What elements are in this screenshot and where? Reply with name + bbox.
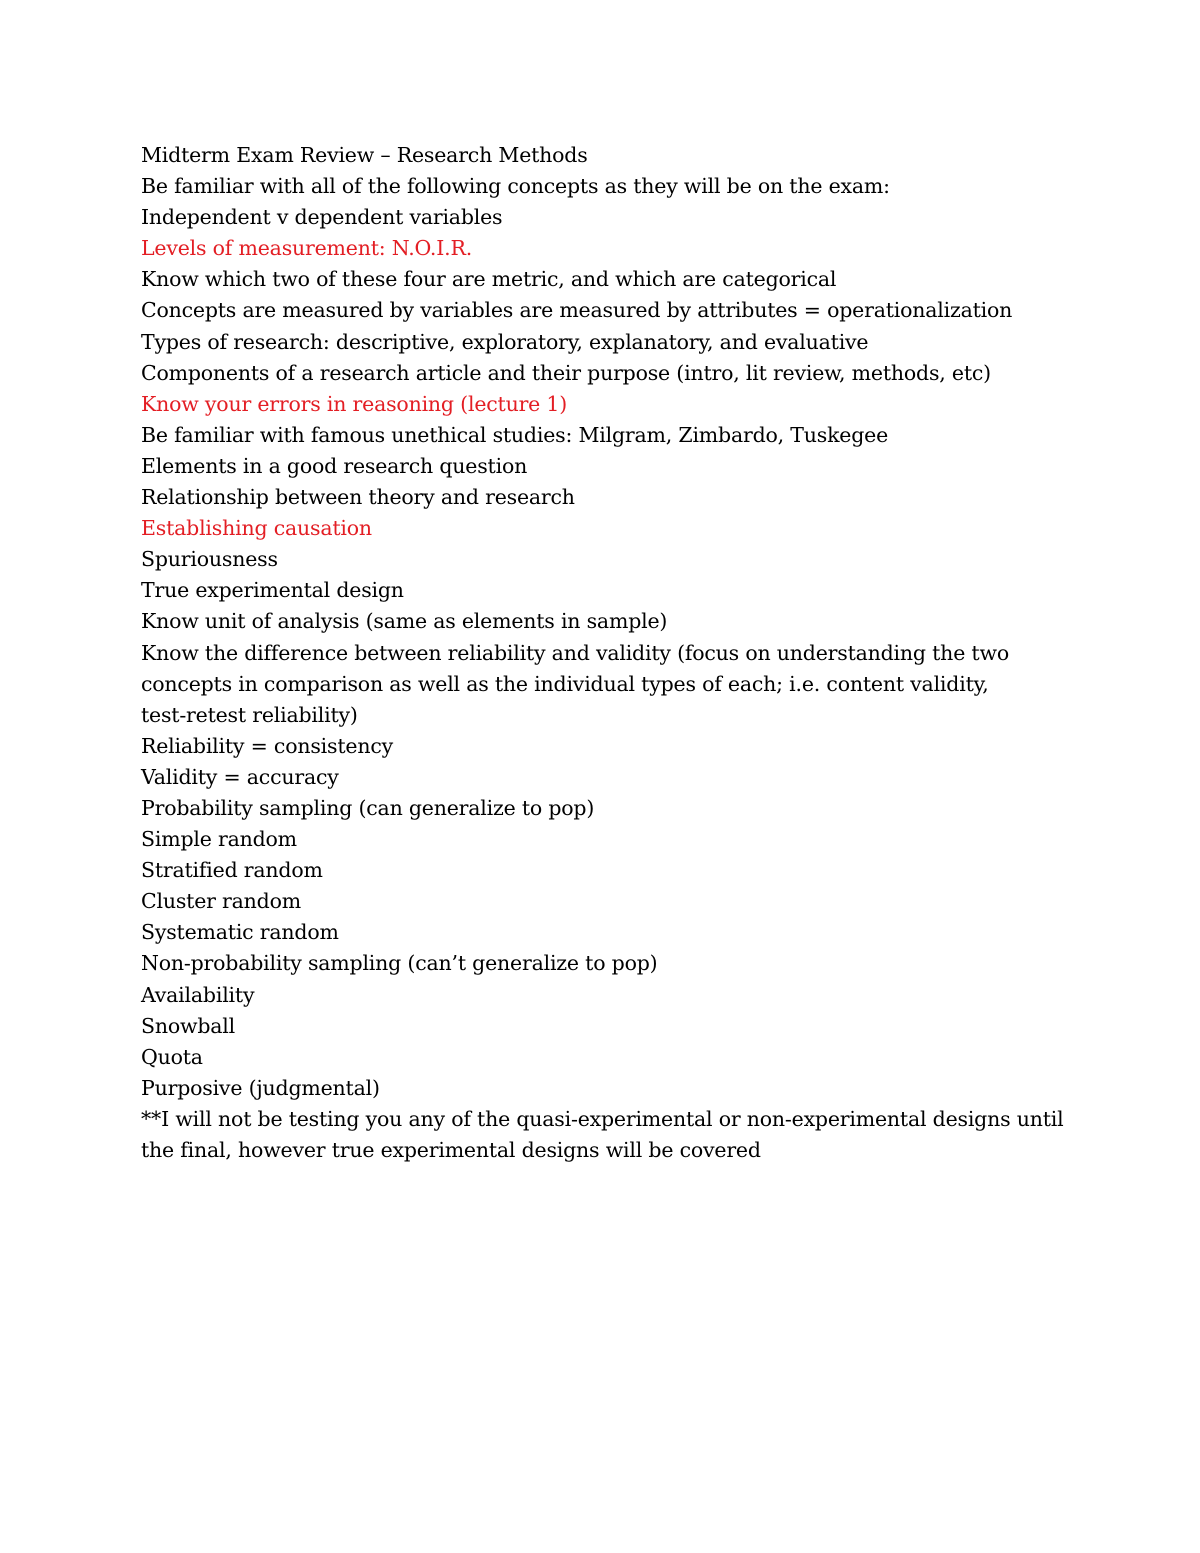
text-line: Know unit of analysis (same as elements in sample) bbox=[141, 609, 668, 634]
text-line: Independent v dependent variables bbox=[141, 205, 503, 230]
text-line: Know the difference between reliability and validity (focus on understanding the two bbox=[141, 640, 1009, 665]
text-line: Systematic random bbox=[141, 920, 339, 945]
document-title: Midterm Exam Review – Research Methods bbox=[141, 143, 588, 167]
text-line: Spuriousness bbox=[141, 547, 278, 572]
text-line: test-retest reliability) bbox=[141, 702, 358, 727]
text-line: Concepts are measured by variables are measured by attributes = operationalization bbox=[141, 298, 1013, 323]
text-line: Non-probability sampling (can’t generalize to pop) bbox=[141, 951, 658, 976]
text-line: Availability bbox=[141, 982, 255, 1007]
text-line: Be familiar with all of the following concepts as they will be on the exam: bbox=[141, 174, 890, 199]
text-line: Purposive (judgmental) bbox=[141, 1075, 380, 1100]
text-line: Be familiar with famous unethical studies: Milgram, Zimbardo, Tuskegee bbox=[141, 422, 889, 447]
text-line: Probability sampling (can generalize to pop) bbox=[141, 795, 595, 820]
text-line: Stratified random bbox=[141, 858, 323, 883]
text-line: **I will not be testing you any of the quasi-experimental or non-experimental designs until bbox=[141, 1106, 1064, 1131]
text-line: Reliability = consistency bbox=[141, 733, 393, 758]
highlighted-line: Levels of measurement: N.O.I.R. bbox=[141, 236, 473, 261]
highlighted-line: Establishing causation bbox=[141, 516, 372, 541]
document-body bbox=[141, 140, 1081, 1166]
text-line: Simple random bbox=[141, 827, 297, 852]
text-line: the final, however true experimental designs will be covered bbox=[141, 1138, 761, 1162]
text-line: Elements in a good research question bbox=[141, 453, 528, 478]
text-line: Types of research: descriptive, exploratory, explanatory, and evaluative bbox=[141, 329, 869, 354]
text-line: Snowball bbox=[141, 1013, 235, 1038]
text-line: Validity = accuracy bbox=[141, 764, 339, 789]
text-line: Cluster random bbox=[141, 889, 301, 914]
text-line: Quota bbox=[141, 1044, 203, 1069]
text-line: Know which two of these four are metric, and which are categorical bbox=[141, 267, 837, 292]
text-line: Components of a research article and their purpose (intro, lit review, methods, etc) bbox=[141, 360, 991, 385]
text-line: Relationship between theory and research bbox=[141, 485, 575, 510]
text-line: concepts in comparison as well as the individual types of each; i.e. content validity, bbox=[141, 671, 989, 696]
highlighted-line: Know your errors in reasoning (lecture 1) bbox=[141, 391, 568, 416]
text-line: True experimental design bbox=[141, 578, 404, 603]
